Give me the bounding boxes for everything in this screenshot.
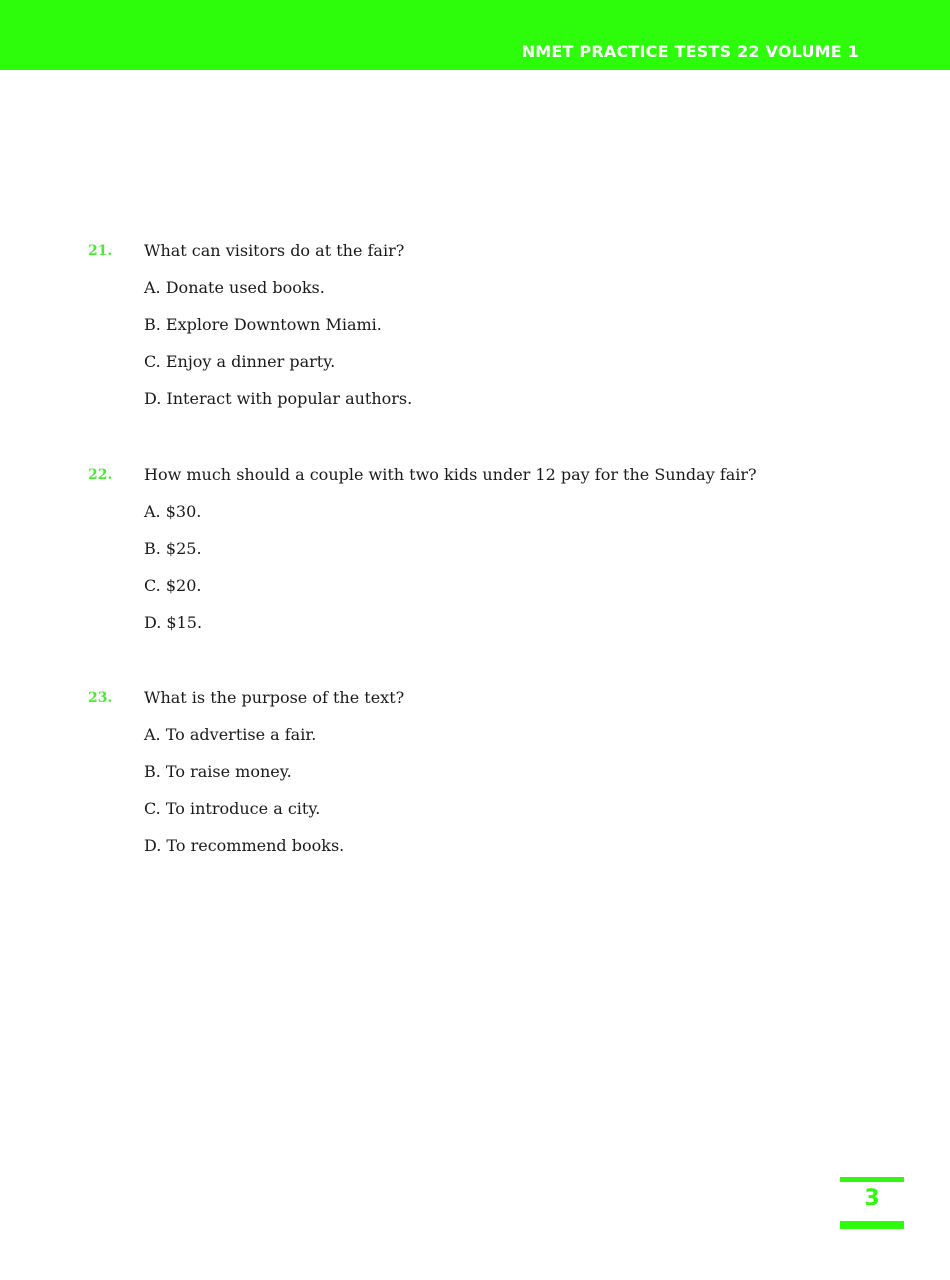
question-text: What is the purpose of the text? — [144, 688, 405, 707]
option-c: C. $20. — [144, 576, 202, 595]
option-b: B. To raise money. — [144, 762, 292, 781]
option-d: D. $15. — [144, 613, 203, 632]
header-title: NMET PRACTICE TESTS 22 VOLUME 1 — [521, 42, 859, 61]
option-d: D. To recommend books. — [144, 836, 345, 855]
question-text: How much should a couple with two kids under 12 pay for the Sunday fair? — [144, 465, 757, 484]
option-a: A. To advertise a fair. — [144, 725, 317, 744]
option-c: C. Enjoy a dinner party. — [144, 352, 336, 371]
page-number: 3 — [864, 1186, 880, 1211]
option-b: B. $25. — [144, 539, 202, 558]
page-number-rule-top — [840, 1177, 904, 1182]
option-a: A. Donate used books. — [144, 278, 325, 297]
header-bar — [0, 0, 950, 70]
page-number-box — [840, 1177, 904, 1229]
option-c: C. To introduce a city. — [144, 799, 321, 818]
option-d: D. Interact with popular authors. — [144, 389, 413, 408]
option-a: A. $30. — [144, 502, 202, 521]
question-text: What can visitors do at the fair? — [144, 241, 405, 260]
page-number-rule-bottom — [840, 1221, 904, 1229]
question-number: 23. — [88, 690, 113, 706]
question-number: 21. — [88, 243, 113, 259]
question-number: 22. — [88, 467, 113, 483]
option-b: B. Explore Downtown Miami. — [144, 315, 382, 334]
